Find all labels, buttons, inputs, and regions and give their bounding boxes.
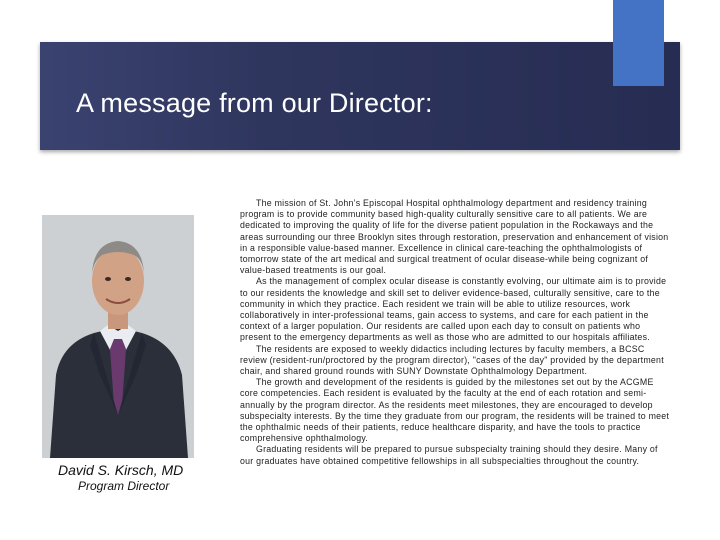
director-role: Program Director bbox=[78, 479, 170, 493]
director-portrait bbox=[42, 215, 194, 458]
message-paragraph: The mission of St. John’s Episcopal Hospital ophthalmology department and residency training program is to provide community based high-quality culturally sensitive care to all patients. We are dedicated to improving the quality of life for the diverse patient population in the Rockaways and the areas surrounding our three Brooklyn sites through restoration, preservation and enhancement of vision in a responsible value-based manner. Excellence in clinical care-teaching the ophthalmologists of tomorrow state of the art medical and surgical treatment of ocular disease-while being cognizant of value-based treatments is our goal. bbox=[240, 198, 669, 276]
director-message bbox=[240, 198, 672, 467]
message-paragraph: As the management of complex ocular disease is constantly evolving, our ultimate aim is to provide to our residents the knowledge and skill set to deliver evidence-based, culturally sensitive, care to the community in which they practice. Each resident we train will be able to utilize resources, work collaboratively in inter-professional teams, gain access to systems, and care for each patient in the context of a larger population. Our residents are called upon each day to consult on patients who present to the emergency departments as well as those who are admitted to our hospitals affiliates. bbox=[240, 276, 667, 343]
message-paragraph: The residents are exposed to weekly didactics including lectures by faculty members, a BCSC review (resident-run/proctored by the program director), "cases of the day" provided by the department chair, and shared ground rounds with SUNY Downstate Ophthalmology Department. bbox=[240, 343, 664, 377]
page-title: A message from our Director: bbox=[76, 88, 433, 118]
message-paragraph: Graduating residents will be prepared to pursue subspecialty training should they desire. Many of our graduates have obtained competitive fellowships in all subspecialties throughout the country. bbox=[240, 444, 658, 466]
message-paragraph: The growth and development of the residents is guided by the milestones set out by the ACGME core competencies. Each resident is evaluated by the faculty at the end of each rotation and semi-annually by the program director. As the residents meet milestones, they are encouraged to develop subspecialty interests. By the time they graduate from our program, the residents will be trained to meet the ophthalmic needs of their patients, reduce healthcare disparity, and have the tools to practice comprehensive ophthalmology. bbox=[240, 377, 670, 444]
director-name: David S. Kirsch, MD bbox=[58, 462, 184, 478]
accent-block bbox=[613, 0, 664, 86]
